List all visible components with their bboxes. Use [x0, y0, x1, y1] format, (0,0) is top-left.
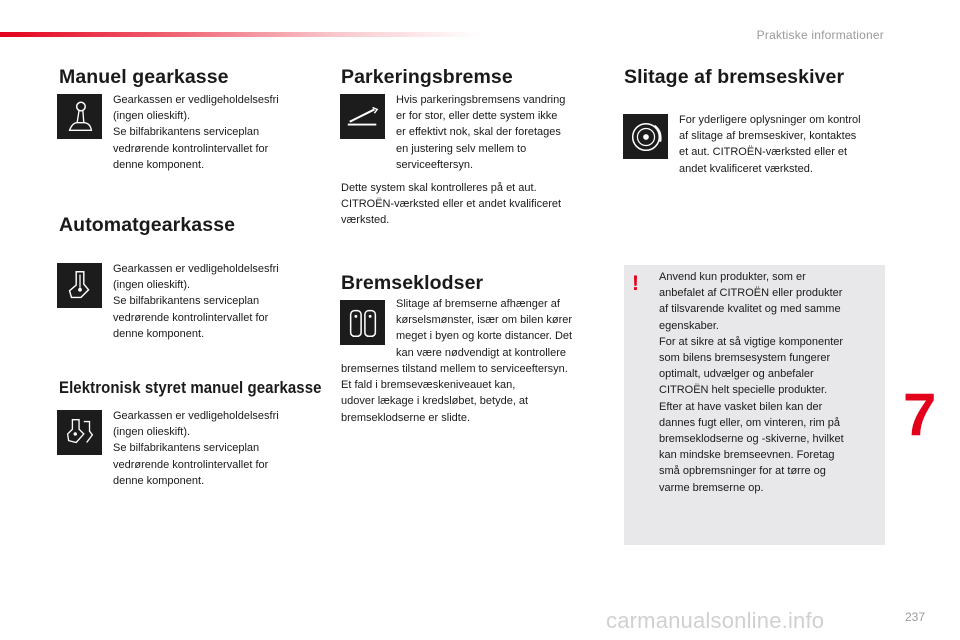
- parking-brake-heading: Parkeringsbremse: [341, 66, 513, 88]
- parking-brake-intro: Hvis parkeringsbremsens vandring er for stor, eller dette system ikke er effektivt nok, skal der foretages en justering selv mellem to serviceeftersyn.: [396, 94, 566, 171]
- brake-disc-icon: [623, 114, 668, 159]
- brake-discs-text: For yderligere oplysninger om kontrol af slitage af bremseskiver, kontaktes et aut. CITROËN-værksted eller et andet kvalificeret værksted.: [679, 114, 861, 175]
- brake-pads-body: bremsernes tilstand mellem to serviceeftersyn. Et fald i bremsevæskeniveauet kan, udover lækage i kredsløbet, betyde, at bremseklodserne er slidte.: [341, 363, 568, 424]
- brake-pads-intro: Slitage af bremserne afhænger af kørselsmønster, især om bilen kører meget i byen og korte distancer. Det kan være nødvendigt at kontrollere: [396, 298, 573, 359]
- parking-brake-body: Dette system skal kontrolleres på et aut. CITROËN-værksted eller et andet kvalificeret værksted.: [341, 182, 562, 227]
- header-accent-bar: [0, 32, 480, 37]
- automatic-gearbox-text: Gearkassen er vedligeholdelsesfri (ingen olieskift). Se bilfabrikantens serviceplan vedrørende kontrolintervallet for denne komponent.: [113, 263, 279, 340]
- gear-lever-icon: [57, 94, 102, 139]
- section-title: Praktiske informationer: [756, 28, 884, 42]
- automatic-selector-icon: [57, 263, 102, 308]
- brake-discs-heading: Slitage af bremseskiver: [624, 66, 845, 88]
- brake-pads-heading: Bremseklodser: [341, 272, 484, 294]
- parking-brake-icon: [340, 94, 385, 139]
- automatic-gearbox-heading: Automatgearkasse: [59, 214, 236, 236]
- watermark: carmanualsonline.info: [606, 608, 825, 633]
- electronic-gear-icon: [57, 410, 102, 455]
- electronic-gearbox-text: Gearkassen er vedligeholdelsesfri (ingen olieskift). Se bilfabrikantens serviceplan vedrørende kontrolintervallet for denne komponent.: [113, 410, 279, 487]
- manual-gearbox-heading: Manuel gearkasse: [59, 66, 229, 88]
- note-text: Anvend kun produkter, som er anbefalet af CITROËN eller produkter af tilsvarende kvalitet og med samme egenskaber. For at sikre at så vigtige komponenter som bilens bremsesystem fungerer optimalt, udvælger og anbefaler CITROËN helt specielle produkter. Efter at have vasket bilen kan der dannes fugt eller, om vinteren, rim på bremseklodserne og -skiverne, hvilket kan mindske bremseevnen. Foretag små opbremsninger for at tørre og varme bremserne op.: [659, 271, 844, 494]
- page-number: 237: [905, 610, 926, 624]
- brake-pads-icon: [340, 300, 385, 345]
- electronic-gearbox-heading: Elektronisk styret manuel gearkasse: [59, 378, 322, 397]
- manual-gearbox-text: Gearkassen er vedligeholdelsesfri (ingen olieskift). Se bilfabrikantens serviceplan vedrørende kontrolintervallet for denne komponent.: [113, 94, 279, 171]
- chapter-number: 7: [903, 381, 937, 448]
- warning-icon: !: [632, 272, 639, 295]
